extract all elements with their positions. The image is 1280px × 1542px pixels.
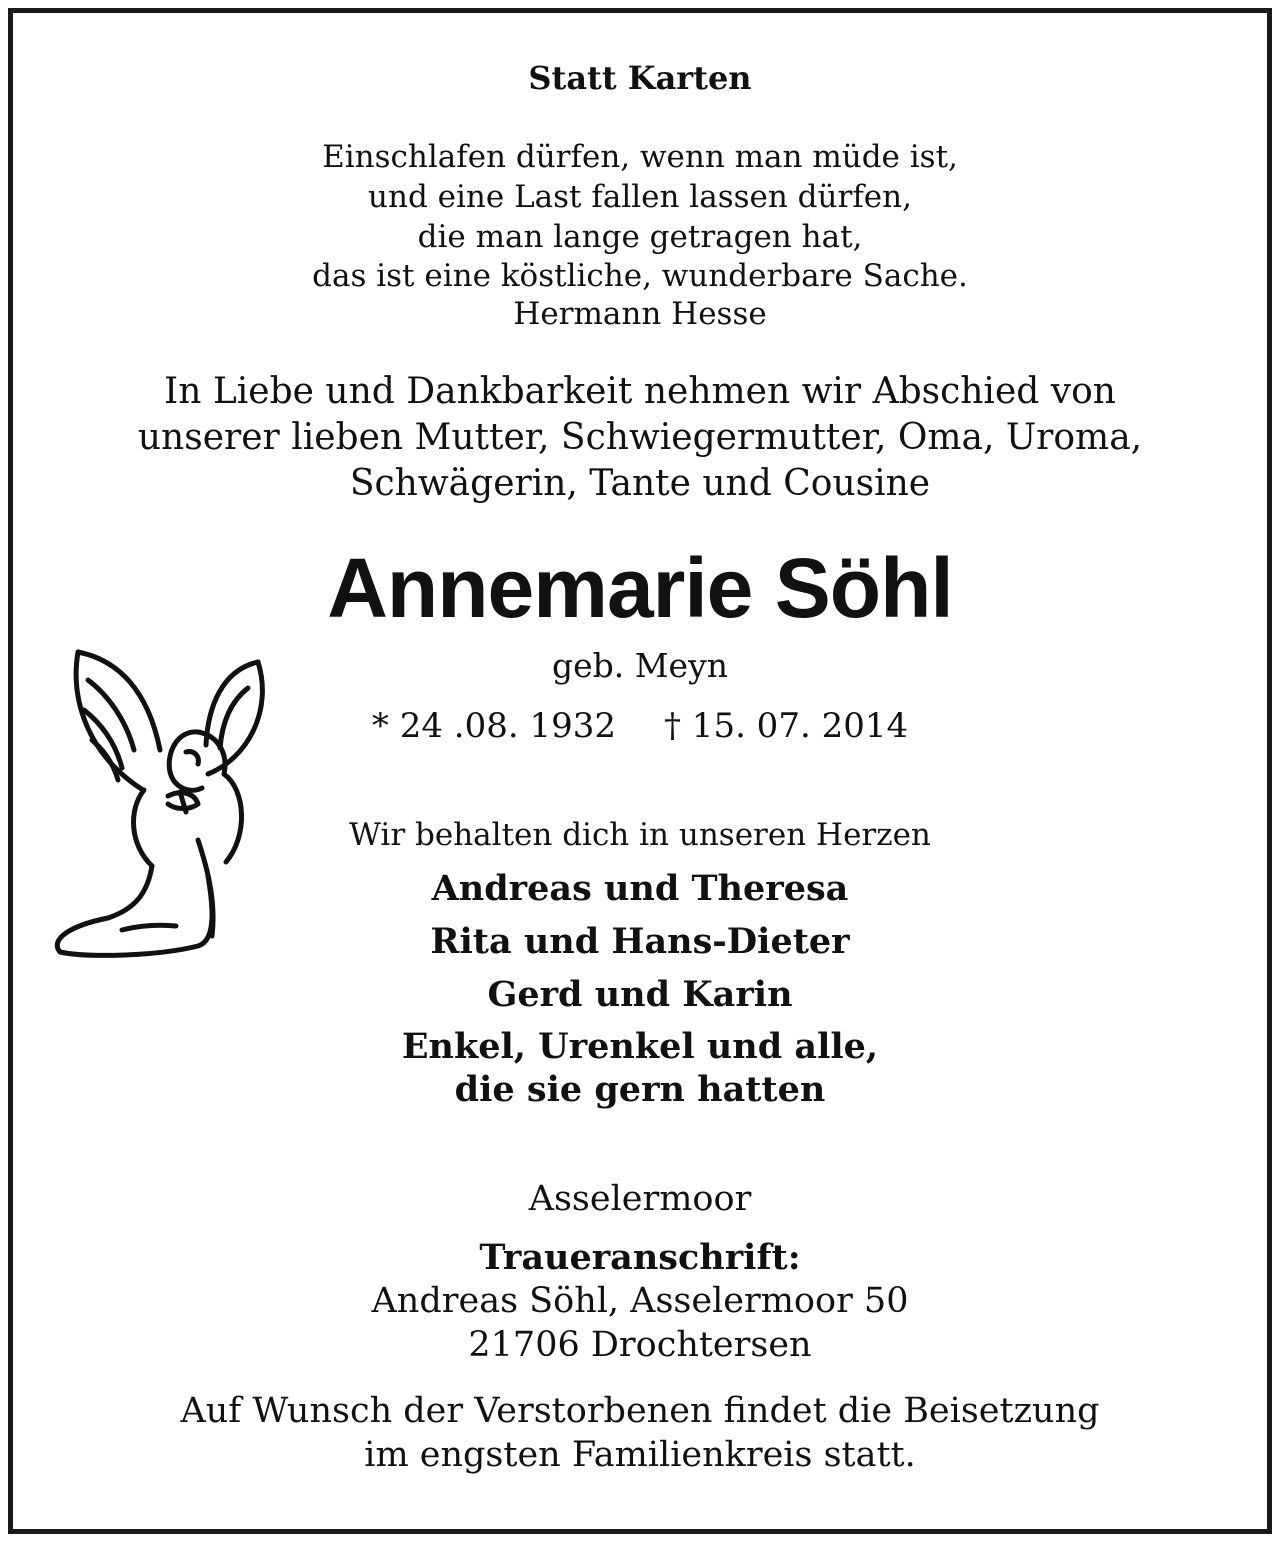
- mourner-line-5: die sie gern hatten: [454, 1069, 826, 1110]
- mourner-line-1: Andreas und Theresa: [431, 868, 849, 909]
- place-name: Asselermoor: [528, 1179, 752, 1219]
- poem-line-4: das ist eine köstliche, wunderbare Sache.: [312, 258, 968, 294]
- footer-line-1: Auf Wunsch der Verstorbenen findet die Beisetzung: [180, 1391, 1100, 1431]
- intro-line-2: unserer lieben Mutter, Schwiegermutter, Oma, Uroma,: [137, 417, 1143, 458]
- poem-line-1: Einschlafen dürfen, wenn man müde ist,: [322, 139, 958, 175]
- address-label: Traueranschrift:: [479, 1237, 801, 1278]
- mourners-intro: Wir behalten dich in unseren Herzen: [349, 817, 931, 853]
- mourner-line-2: Rita und Hans-Dieter: [430, 921, 850, 962]
- birth-date: * 24 .08. 1932: [371, 706, 616, 746]
- death-date: † 15. 07. 2014: [664, 706, 909, 746]
- deceased-name: Annemarie Söhl: [327, 541, 953, 635]
- angel-icon: [48, 640, 278, 970]
- poem-author: Hermann Hesse: [513, 296, 767, 332]
- maiden-name: geb. Meyn: [552, 646, 728, 685]
- poem-line-2: und eine Last fallen lassen dürfen,: [368, 179, 912, 215]
- address-street: Andreas Söhl, Asselermoor 50: [371, 1281, 909, 1321]
- mourner-line-3: Gerd und Karin: [487, 974, 793, 1015]
- heading-statt-karten: Statt Karten: [528, 59, 752, 97]
- footer-line-2: im engsten Familienkreis statt.: [364, 1435, 916, 1475]
- intro-line-3: Schwägerin, Tante und Cousine: [349, 463, 931, 504]
- mourner-line-4: Enkel, Urenkel und alle,: [401, 1026, 879, 1067]
- address-city: 21706 Drochtersen: [468, 1325, 812, 1365]
- poem-line-3: die man lange getragen hat,: [417, 219, 863, 255]
- intro-line-1: In Liebe und Dankbarkeit nehmen wir Abschied von: [164, 371, 1116, 412]
